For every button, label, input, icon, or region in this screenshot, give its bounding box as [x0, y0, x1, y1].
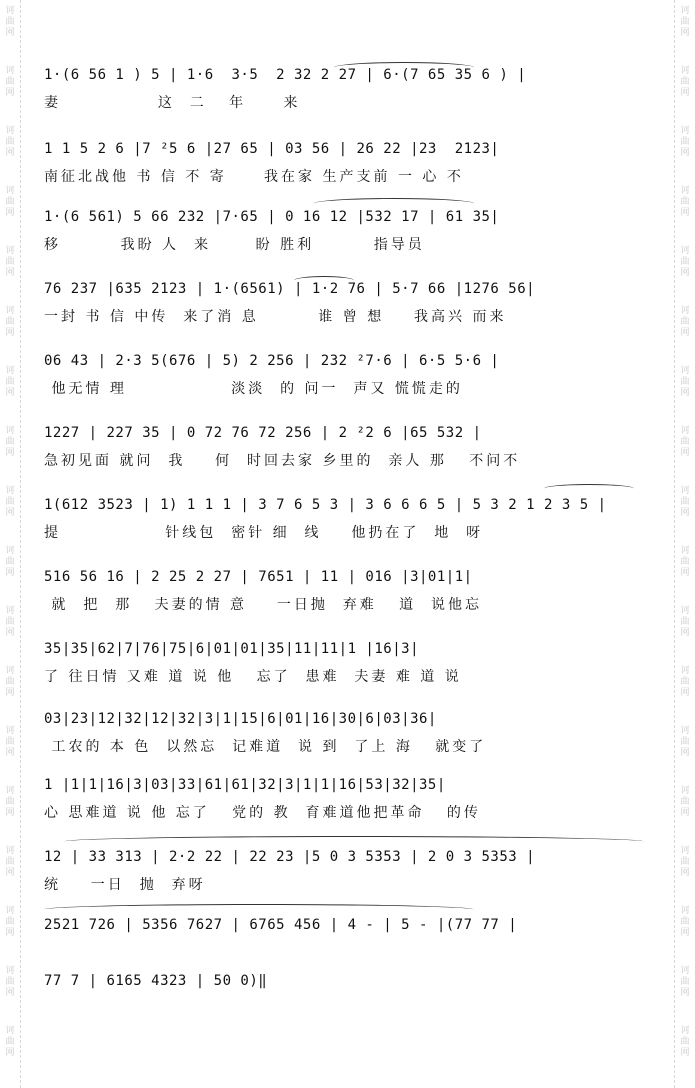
watermark-glyph: 诃 [680, 6, 690, 16]
lyric-line: 提 针线包 密针 细 线 他扔在了 地 呀 [44, 525, 484, 541]
watermark-glyph: 曲 [5, 437, 15, 447]
watermark-glyph: 网 [5, 508, 15, 518]
watermark-glyph: 网 [680, 688, 690, 698]
watermark-glyph: 诃 [680, 186, 690, 196]
watermark-glyph: 诃 [5, 906, 15, 916]
watermark-glyph: 网 [680, 28, 690, 38]
watermark-glyph: 诃 [5, 606, 15, 616]
watermark-glyph: 曲 [5, 557, 15, 567]
watermark-glyph: 网 [680, 628, 690, 638]
watermark-glyph: 曲 [680, 257, 690, 267]
watermark-glyph: 诃 [5, 486, 15, 496]
watermark-glyph: 诃 [680, 1026, 690, 1036]
notation-line: 1(612 3523 | 1) 1 1 1 | 3 7 6 5 3 | 3 6 6 6 5 | 5 3 2 1 2 3 5 | [44, 497, 607, 513]
notation-line: 76 237 |635 2123 | 1·(6561) | 1·2 76 | 5·7 66 |1276 56| [44, 281, 536, 297]
watermark-glyph: 网 [5, 748, 15, 758]
watermark-glyph: 网 [680, 568, 690, 578]
watermark-glyph: 诃 [680, 486, 690, 496]
notation-line: 1 |1|1|16|3|03|33|61|61|32|3|1|1|16|53|32|35| [44, 777, 446, 793]
watermark-glyph: 诃 [5, 246, 15, 256]
lyric-line: 工农的 本 色 以然忘 记难道 说 到 了上 海 就变了 [44, 739, 487, 755]
right-watermark-strip [674, 0, 695, 1088]
notation-line: 1·(6 561) 5 66 232 |7·65 | 0 16 12 |532 17 | 61 35| [44, 209, 500, 225]
watermark-glyph: 曲 [680, 1037, 690, 1047]
lyric-line: 急初见面 就问 我 何 时回去家 乡里的 亲人 那 不问不 [44, 453, 521, 469]
watermark-glyph: 诃 [5, 126, 15, 136]
watermark-glyph: 诃 [5, 366, 15, 376]
slur-mark [294, 276, 354, 285]
watermark-glyph: 网 [680, 748, 690, 758]
watermark-glyph: 网 [5, 1048, 15, 1058]
notation-line: 1 1 5 2 6 |7 ²5 6 |27 65 | 03 56 | 26 22 |23 2123| [44, 141, 500, 157]
watermark-glyph: 曲 [680, 437, 690, 447]
watermark-glyph: 网 [680, 328, 690, 338]
watermark-glyph: 网 [680, 148, 690, 158]
slur-mark [64, 836, 644, 847]
watermark-glyph: 曲 [5, 677, 15, 687]
watermark-glyph: 曲 [680, 137, 690, 147]
watermark-glyph: 诃 [5, 846, 15, 856]
watermark-glyph: 网 [5, 28, 15, 38]
watermark-glyph: 曲 [680, 377, 690, 387]
watermark-glyph: 诃 [680, 966, 690, 976]
lyric-line: 移 我盼 人 来 盼 胜利 指导员 [44, 237, 425, 253]
lyric-line: 妻 这 二 年 来 [44, 95, 301, 111]
watermark-glyph: 网 [5, 448, 15, 458]
watermark-glyph: 曲 [5, 917, 15, 927]
watermark-glyph: 网 [5, 568, 15, 578]
watermark-glyph: 网 [5, 148, 15, 158]
watermark-glyph: 曲 [5, 137, 15, 147]
lyric-line: 一封 书 信 中传 来了消 息 谁 曾 想 我高兴 而来 [44, 309, 507, 325]
watermark-glyph: 诃 [5, 306, 15, 316]
watermark-glyph: 网 [5, 808, 15, 818]
watermark-glyph: 诃 [680, 306, 690, 316]
watermark-glyph: 曲 [5, 257, 15, 267]
slur-mark [544, 484, 634, 493]
watermark-glyph: 网 [680, 868, 690, 878]
watermark-glyph: 网 [680, 988, 690, 998]
watermark-glyph: 网 [680, 448, 690, 458]
watermark-glyph: 网 [5, 868, 15, 878]
watermark-glyph: 曲 [680, 317, 690, 327]
watermark-glyph: 诃 [5, 66, 15, 76]
watermark-glyph: 网 [680, 508, 690, 518]
watermark-glyph: 诃 [680, 126, 690, 136]
watermark-glyph: 诃 [5, 426, 15, 436]
watermark-glyph: 诃 [5, 966, 15, 976]
watermark-glyph: 网 [680, 208, 690, 218]
watermark-glyph: 诃 [680, 66, 690, 76]
watermark-glyph: 网 [5, 688, 15, 698]
watermark-glyph: 曲 [680, 77, 690, 87]
notation-line: 03|23|12|32|12|32|3|1|15|6|01|16|30|6|03|36| [44, 711, 437, 727]
watermark-glyph: 曲 [680, 617, 690, 627]
notation-line: 77 7 | 6165 4323 | 50 0)‖ [44, 973, 268, 989]
lyric-line: 就 把 那 夫妻的情 意 一日抛 弃难 道 说他忘 [44, 597, 483, 613]
watermark-glyph: 诃 [5, 1026, 15, 1036]
watermark-glyph: 诃 [680, 846, 690, 856]
watermark-glyph: 曲 [5, 1037, 15, 1047]
watermark-glyph: 网 [5, 88, 15, 98]
notation-line: 516 56 16 | 2 25 2 27 | 7651 | 11 | 016 |3|01|1| [44, 569, 473, 585]
watermark-glyph: 诃 [680, 906, 690, 916]
watermark-glyph: 诃 [5, 546, 15, 556]
score-page [44, 0, 644, 1088]
watermark-glyph: 曲 [5, 17, 15, 27]
watermark-glyph: 曲 [680, 857, 690, 867]
watermark-glyph: 曲 [680, 977, 690, 987]
watermark-glyph: 诃 [5, 786, 15, 796]
watermark-glyph: 诃 [5, 186, 15, 196]
watermark-glyph: 诃 [680, 606, 690, 616]
watermark-glyph: 诃 [680, 666, 690, 676]
lyric-line: 统 一日 抛 弃呀 [44, 877, 206, 893]
watermark-glyph: 网 [680, 1048, 690, 1058]
watermark-glyph: 网 [680, 388, 690, 398]
lyric-line: 心 思难道 说 他 忘了 党的 教 育难道他把革命 的传 [44, 805, 481, 821]
notation-line: 06 43 | 2·3 5(676 | 5) 2 256 | 232 ²7·6 | 6·5 5·6 | [44, 353, 500, 369]
watermark-glyph: 曲 [5, 737, 15, 747]
lyric-line: 他无情 理 淡淡 的 问一 声又 慌慌走的 [44, 381, 463, 397]
watermark-glyph: 诃 [5, 726, 15, 736]
slur-mark [44, 904, 474, 915]
watermark-glyph: 网 [680, 268, 690, 278]
watermark-glyph: 网 [5, 208, 15, 218]
notation-line: 2521 726 | 5356 7627 | 6765 456 | 4 - | 5 - |(77 77 | [44, 917, 518, 933]
watermark-glyph: 曲 [680, 17, 690, 27]
watermark-glyph: 曲 [5, 317, 15, 327]
watermark-glyph: 曲 [5, 977, 15, 987]
watermark-glyph: 曲 [5, 857, 15, 867]
slur-mark [314, 198, 474, 209]
watermark-glyph: 曲 [5, 377, 15, 387]
watermark-glyph: 曲 [5, 497, 15, 507]
watermark-glyph: 网 [5, 628, 15, 638]
watermark-glyph: 曲 [5, 617, 15, 627]
slur-mark [334, 62, 474, 73]
watermark-glyph: 网 [5, 328, 15, 338]
watermark-glyph: 曲 [5, 77, 15, 87]
watermark-glyph: 网 [5, 268, 15, 278]
watermark-glyph: 曲 [680, 737, 690, 747]
watermark-glyph: 网 [680, 928, 690, 938]
watermark-glyph: 网 [5, 988, 15, 998]
watermark-glyph: 网 [5, 388, 15, 398]
watermark-glyph: 曲 [680, 797, 690, 807]
notation-line: 35|35|62|7|76|75|6|01|01|35|11|11|1 |16|3| [44, 641, 420, 657]
notation-line: 1227 | 227 35 | 0 72 76 72 256 | 2 ²2 6 |65 532 | [44, 425, 482, 441]
watermark-glyph: 诃 [680, 546, 690, 556]
lyric-line: 南征北战他 书 信 不 寄 我在家 生产支前 一 心 不 [44, 169, 464, 185]
lyric-line: 了 往日情 又难 道 说 他 忘了 患难 夫妻 难 道 说 [44, 669, 462, 685]
watermark-glyph: 曲 [680, 497, 690, 507]
watermark-glyph: 曲 [680, 197, 690, 207]
watermark-glyph: 诃 [5, 6, 15, 16]
watermark-glyph: 诃 [680, 786, 690, 796]
watermark-glyph: 诃 [680, 726, 690, 736]
watermark-glyph: 曲 [680, 557, 690, 567]
watermark-glyph: 曲 [680, 677, 690, 687]
watermark-glyph: 曲 [680, 917, 690, 927]
watermark-glyph: 诃 [5, 666, 15, 676]
watermark-glyph: 诃 [680, 426, 690, 436]
watermark-glyph: 网 [680, 88, 690, 98]
notation-line: 12 | 33 313 | 2·2 22 | 22 23 |5 0 3 5353 | 2 0 3 5353 | [44, 849, 536, 865]
watermark-glyph: 诃 [680, 366, 690, 376]
notation-line: 1·(6 56 1 ) 5 | 1·6 3·5 2 32 2 27 | 6·(7 65 35 6 ) | [44, 67, 527, 83]
left-watermark-strip [0, 0, 21, 1088]
watermark-glyph: 网 [680, 808, 690, 818]
watermark-glyph: 曲 [5, 197, 15, 207]
watermark-glyph: 诃 [680, 246, 690, 256]
watermark-glyph: 网 [5, 928, 15, 938]
watermark-glyph: 曲 [5, 797, 15, 807]
